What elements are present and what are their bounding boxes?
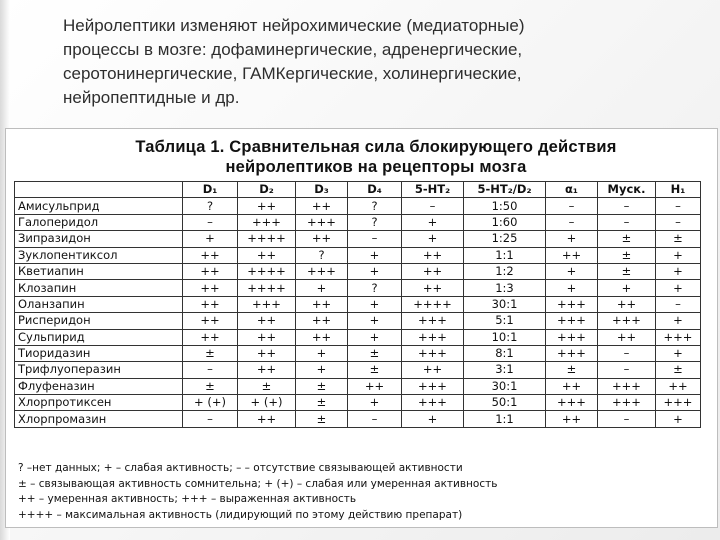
legend-line: ± – связывающая активность сомнительна; + (+) – слабая или умеренная активность (18, 477, 498, 490)
activity-cell: 1:2 (464, 263, 546, 279)
activity-cell: 1:50 (464, 198, 546, 214)
activity-cell: ++ (238, 313, 296, 329)
activity-cell: ++ (183, 280, 238, 296)
activity-cell: ± (296, 411, 348, 427)
activity-cell: +++ (656, 329, 701, 345)
activity-cell: ± (546, 362, 598, 378)
table-row (15, 411, 701, 427)
receptor-table-figure (5, 128, 718, 528)
table-row (15, 329, 701, 345)
activity-cell: – (598, 345, 656, 361)
activity-cell: + (598, 280, 656, 296)
table-row (15, 231, 701, 247)
table-row (15, 362, 701, 378)
activity-cell: ++ (546, 247, 598, 263)
activity-cell: 1:3 (464, 280, 546, 296)
activity-cell: + (348, 329, 402, 345)
activity-cell: 10:1 (464, 329, 546, 345)
activity-cell: ± (183, 378, 238, 394)
activity-cell: +++ (402, 329, 464, 345)
activity-cell: + (296, 280, 348, 296)
activity-cell: ++++ (238, 280, 296, 296)
activity-cell: +++ (598, 378, 656, 394)
drug-name-cell: Зуклопентиксол (15, 247, 183, 263)
activity-cell: +++ (546, 345, 598, 361)
activity-cell: + (656, 263, 701, 279)
activity-cell: ± (656, 362, 701, 378)
activity-cell: – (656, 198, 701, 214)
activity-cell: + (546, 231, 598, 247)
activity-cell: + (348, 263, 402, 279)
drug-name-cell: Кветиапин (15, 263, 183, 279)
activity-cell: ++ (183, 263, 238, 279)
activity-cell: – (183, 411, 238, 427)
activity-cell: +++ (598, 313, 656, 329)
column-header: D₁ (183, 182, 238, 198)
activity-cell: ++ (402, 280, 464, 296)
activity-cell: +++ (238, 296, 296, 312)
table-row (15, 378, 701, 394)
activity-cell: ++++ (402, 296, 464, 312)
activity-cell: – (402, 198, 464, 214)
activity-cell: ++ (402, 263, 464, 279)
activity-cell: 30:1 (464, 296, 546, 312)
drug-name-cell: Сульпирид (15, 329, 183, 345)
slide-heading: Нейролептики изменяют нейрохимические (медиаторные) процессы в мозге: дофаминергические, адренергические, серотонинергические, ГАМКергические, холинергические, нейропептидные и др. (63, 16, 525, 107)
activity-cell: ++ (546, 411, 598, 427)
activity-cell: ? (296, 247, 348, 263)
legend-line: ++ – умеренная активность; +++ – выраженная активность (18, 493, 357, 505)
drug-name-cell: Оланзапин (15, 296, 183, 312)
activity-cell: + (402, 214, 464, 230)
activity-cell: +++ (402, 345, 464, 361)
activity-cell: + (296, 362, 348, 378)
activity-cell: ++ (402, 247, 464, 263)
drug-name-cell: Тиоридазин (15, 345, 183, 361)
receptor-blocking-table (14, 181, 701, 428)
drug-name-cell: Трифлуоперазин (15, 362, 183, 378)
activity-cell: +++ (238, 214, 296, 230)
activity-cell: ++ (348, 378, 402, 394)
activity-cell: ++ (183, 313, 238, 329)
activity-cell: – (598, 362, 656, 378)
drug-name-cell: Клозапин (15, 280, 183, 296)
table-title (46, 137, 706, 177)
activity-cell: – (348, 411, 402, 427)
drug-name-cell: Амисульприд (15, 198, 183, 214)
activity-cell: + (656, 280, 701, 296)
table-row (15, 345, 701, 361)
activity-cell: ++ (296, 296, 348, 312)
activity-cell: +++ (546, 313, 598, 329)
activity-cell: – (598, 214, 656, 230)
activity-cell: 1:1 (464, 247, 546, 263)
activity-cell: – (656, 296, 701, 312)
activity-cell: 1:25 (464, 231, 546, 247)
activity-cell: 50:1 (464, 395, 546, 411)
table-body (15, 198, 701, 427)
activity-cell: +++ (546, 296, 598, 312)
activity-cell: + (348, 395, 402, 411)
activity-cell: + (656, 345, 701, 361)
activity-cell: – (656, 214, 701, 230)
activity-cell: 1:1 (464, 411, 546, 427)
column-header: D₃ (296, 182, 348, 198)
activity-cell: +++ (546, 329, 598, 345)
activity-cell: ± (296, 395, 348, 411)
activity-cell: 30:1 (464, 378, 546, 394)
column-header: Муск. (598, 182, 656, 198)
activity-cell: ++ (238, 362, 296, 378)
activity-cell: ++ (296, 313, 348, 329)
drug-name-cell: Флуфеназин (15, 378, 183, 394)
activity-cell: ± (348, 362, 402, 378)
activity-cell: ± (183, 345, 238, 361)
column-header: 5-HT₂/D₂ (464, 182, 546, 198)
activity-cell: – (348, 231, 402, 247)
table-row (15, 214, 701, 230)
activity-cell: ++ (238, 198, 296, 214)
activity-cell: ++ (238, 345, 296, 361)
drug-name-cell: Хлорпротиксен (15, 395, 183, 411)
activity-cell: ++++ (238, 231, 296, 247)
activity-cell: + (348, 313, 402, 329)
table-header (15, 182, 701, 198)
activity-cell: – (183, 214, 238, 230)
column-header: α₁ (546, 182, 598, 198)
activity-cell: + (+) (183, 395, 238, 411)
drug-name-cell: Хлорпромазин (15, 411, 183, 427)
activity-cell: +++ (296, 214, 348, 230)
activity-cell: + (656, 313, 701, 329)
column-header: H₁ (656, 182, 701, 198)
activity-cell: ++ (296, 329, 348, 345)
activity-cell: ? (183, 198, 238, 214)
activity-cell: ++ (296, 198, 348, 214)
activity-cell: +++ (546, 395, 598, 411)
activity-cell: ± (598, 247, 656, 263)
activity-cell: ? (348, 280, 402, 296)
activity-cell: ? (348, 198, 402, 214)
table-row (15, 395, 701, 411)
legend-line: ? –нет данных; + – слабая активность; – – отсутствие связывающей активности (18, 462, 463, 474)
activity-cell: + (183, 231, 238, 247)
activity-cell: – (183, 362, 238, 378)
activity-cell: 8:1 (464, 345, 546, 361)
activity-cell: + (546, 263, 598, 279)
activity-cell: – (546, 198, 598, 214)
drug-name-cell: Галоперидол (15, 214, 183, 230)
activity-cell: ++ (402, 362, 464, 378)
column-header (15, 182, 183, 198)
drug-name-cell: Рисперидон (15, 313, 183, 329)
activity-cell: ++++ (238, 263, 296, 279)
activity-cell: ++ (598, 329, 656, 345)
column-header: 5-HT₂ (402, 182, 464, 198)
activity-cell: ++ (238, 411, 296, 427)
activity-cell: +++ (402, 395, 464, 411)
activity-cell: + (656, 411, 701, 427)
activity-cell: 3:1 (464, 362, 546, 378)
activity-cell: ? (348, 214, 402, 230)
activity-cell: + (296, 345, 348, 361)
activity-cell: – (598, 411, 656, 427)
activity-cell: ++ (546, 378, 598, 394)
activity-cell: ++ (183, 247, 238, 263)
activity-cell: ± (296, 378, 348, 394)
table-row (15, 263, 701, 279)
activity-cell: ++ (598, 296, 656, 312)
activity-cell: ± (238, 378, 296, 394)
activity-cell: ± (656, 231, 701, 247)
table-header-row (15, 182, 701, 198)
table-title-line-1: Таблица 1. Сравнительная сила блокирующего действия (135, 138, 617, 156)
activity-cell: +++ (656, 395, 701, 411)
activity-cell: – (546, 214, 598, 230)
activity-cell: +++ (598, 395, 656, 411)
activity-cell: + (348, 296, 402, 312)
activity-cell: +++ (402, 313, 464, 329)
activity-cell: 1:60 (464, 214, 546, 230)
column-header: D₄ (348, 182, 402, 198)
activity-cell: 5:1 (464, 313, 546, 329)
activity-cell: – (598, 198, 656, 214)
activity-cell: ++ (296, 231, 348, 247)
activity-cell: ± (598, 263, 656, 279)
table-row (15, 313, 701, 329)
activity-cell: ++ (183, 329, 238, 345)
table-row (15, 280, 701, 296)
activity-cell: +++ (402, 378, 464, 394)
legend-line: ++++ – максимальная активность (лидирующий по этому действию препарат) (18, 508, 463, 521)
activity-cell: ++ (656, 378, 701, 394)
column-header: D₂ (238, 182, 296, 198)
activity-cell: + (402, 231, 464, 247)
activity-cell: +++ (296, 263, 348, 279)
activity-cell: + (348, 247, 402, 263)
table-row (15, 198, 701, 214)
table-legend (18, 461, 708, 523)
table-row (15, 247, 701, 263)
activity-cell: + (+) (238, 395, 296, 411)
table-row (15, 296, 701, 312)
activity-cell: ± (598, 231, 656, 247)
activity-cell: + (546, 280, 598, 296)
activity-cell: ++ (238, 329, 296, 345)
table-title-line-2: нейролептиков на рецепторы мозга (225, 158, 527, 176)
activity-cell: ± (348, 345, 402, 361)
activity-cell: + (656, 247, 701, 263)
activity-cell: ++ (183, 296, 238, 312)
drug-name-cell: Зипразидон (15, 231, 183, 247)
activity-cell: ++ (238, 247, 296, 263)
activity-cell: + (402, 411, 464, 427)
